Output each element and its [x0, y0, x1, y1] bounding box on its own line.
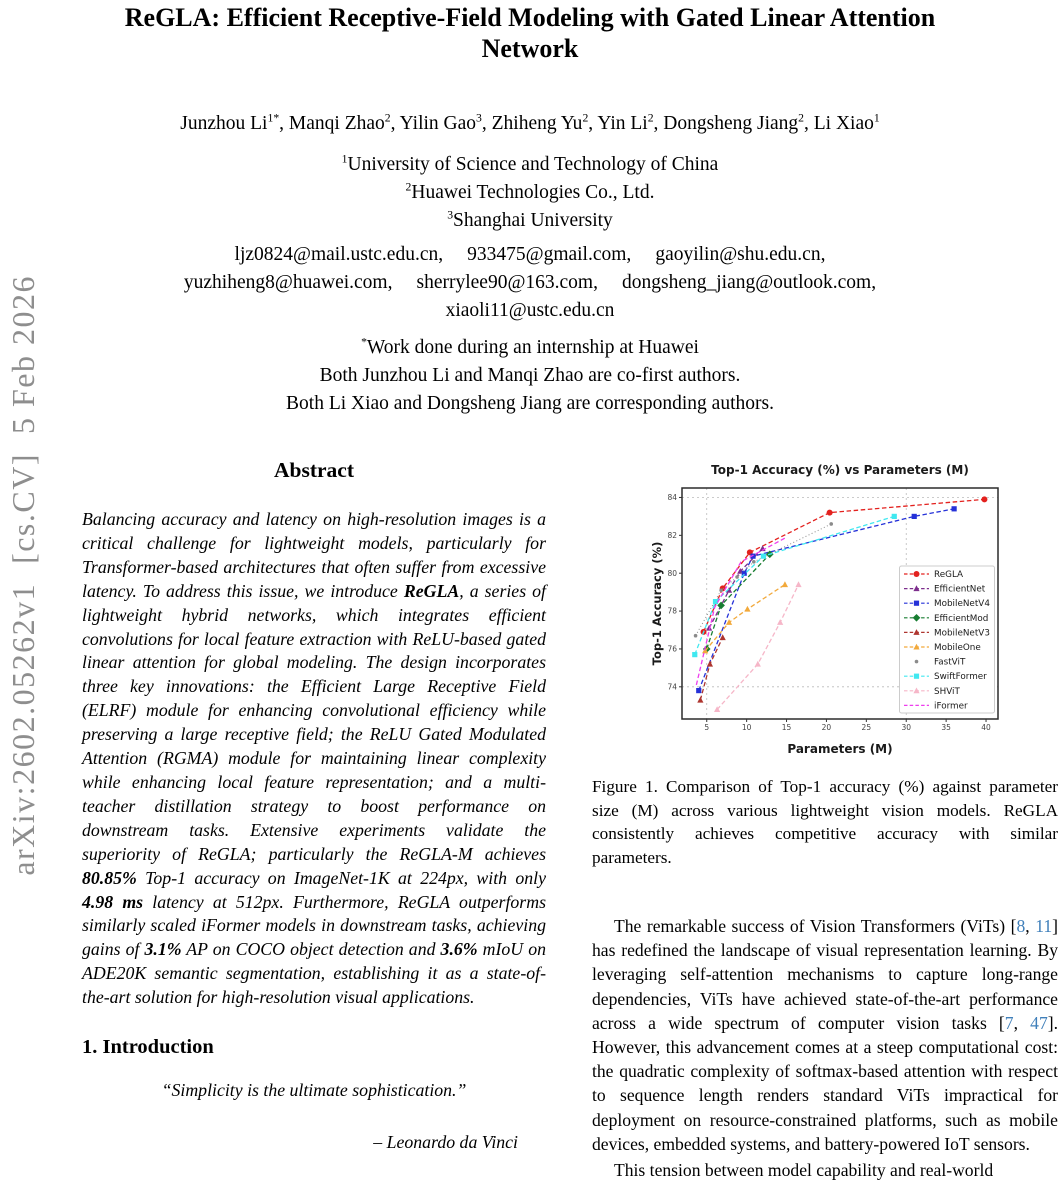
- paper-title-line: Network: [481, 34, 579, 63]
- paragraph-text: ]. However, this advancement comes at a steep computational cost: the quadratic complexity of softmax-based attention with respect to sequence length renders standard ViTs impractical for deployment on resource-constrained platforms, such as mobile devices, embedded systems, and battery-powered IoT sensors.: [592, 1012, 1058, 1154]
- abstract-text-segment: Top-1 accuracy on ImageNet-1K at 224px, with only: [136, 867, 546, 888]
- author-name: Dongsheng Jiang: [663, 113, 799, 134]
- abstract-text-segment: AP on COCO object detection and: [181, 939, 441, 960]
- abstract-bold-text: 3.1%: [144, 939, 182, 960]
- affiliation-line: [64, 207, 996, 235]
- left-column: [82, 452, 546, 1153]
- svg-text:74: 74: [667, 682, 677, 692]
- abstract-heading: Abstract: [273, 458, 354, 482]
- affiliations: [64, 151, 996, 235]
- svg-text:Top-1 Accuracy (%) vs Paramete: Top-1 Accuracy (%) vs Parameters (M): [711, 463, 969, 477]
- abstract-text: [82, 508, 546, 1010]
- abstract-text-segment: latency at 512px. Furthermore, ReGLA outperforms similarly scaled iFormer models in downstream tasks, achieving gains of: [82, 891, 546, 960]
- author-name: Junzhou Li: [180, 113, 268, 134]
- email-address: xiaoli11@ustc.edu.cn: [445, 300, 615, 321]
- author-note-text: Both Li Xiao and Dongsheng Jiang are corresponding authors.: [286, 393, 774, 414]
- affiliation-name: Shanghai University: [453, 210, 613, 231]
- email-address: 933475@gmail.com,: [467, 244, 632, 265]
- affiliation-sup: 3: [447, 208, 454, 222]
- email-address: ljz0824@mail.ustc.edu.cn,: [234, 244, 444, 265]
- svg-text:82: 82: [667, 530, 677, 540]
- paper-header: [64, 0, 996, 418]
- right-column: [592, 452, 1058, 1182]
- paragraph-text: ] has redefined the landscape of visual representation learning. By leveraging self-attention mechanisms to capture long-range dependencies, ViTs have achieved state-of-the-art performance across a wide spectrum of computer vision tasks [: [592, 916, 1059, 1033]
- abstract-text-segment: , a series of lightweight hybrid networks, which integrates efficient convolutions for local feature extraction with ReLU-based gated linear attention for global modeling. The design incorporates three key innovations: the Efficient Large Receptive Field (ELRF) module for enhancing convolutional efficiency while preserving a large receptive field; the ReLU Gated Modulated Attention (RGMA) module for maintaining linear complexity while enhancing local feature representation; and a multi-teacher distillation strategy to boost performance on downstream tasks. Extensive experiments validate the superiority of ReGLA; particularly the ReGLA-M achieves: [82, 580, 546, 864]
- svg-text:MobileOne: MobileOne: [934, 643, 981, 653]
- citation-link[interactable]: 8: [1016, 916, 1026, 936]
- svg-text:76: 76: [667, 644, 677, 654]
- chart-legend: [900, 566, 995, 713]
- epigraph-attribution: – Leonardo da Vinci: [373, 1132, 518, 1153]
- author-name: Zhiheng Yu: [491, 113, 583, 134]
- abstract-bold-text: 80.85%: [82, 867, 137, 888]
- introduction-heading: 1. Introduction: [82, 1036, 214, 1059]
- abstract-text-segment: mIoU on ADE20K semantic segmentation, establishing it as a state-of-the-art solution for high-resolution visual applications.: [82, 939, 546, 1008]
- email-address: gaoyilin@shu.edu.cn,: [655, 244, 826, 265]
- author-separator: ,: [481, 113, 492, 134]
- svg-text:25: 25: [861, 723, 872, 732]
- affiliation-sup: 2: [405, 180, 412, 194]
- citation-link[interactable]: 7: [1004, 1012, 1014, 1033]
- author-note: [64, 390, 996, 418]
- paper-title-line: ReGLA: Efficient Receptive-Field Modeling with Gated Linear Attention: [124, 3, 936, 32]
- email-address: yuzhiheng8@huawei.com,: [183, 272, 393, 293]
- author-notes: [64, 334, 996, 418]
- svg-text:FastViT: FastViT: [934, 657, 966, 668]
- authors-line: [64, 111, 996, 137]
- author-name: Yin Li: [597, 113, 648, 134]
- abstract-text-segment: Balancing accuracy and latency on high-resolution images is a critical challenge for lightweight models, particularly for Transformer-based architectures that often suffer from excessive latency. To address this issue, we introduce: [82, 509, 546, 601]
- affiliation-line: [64, 179, 996, 207]
- author-affiliation-sup: 2: [582, 111, 589, 125]
- svg-text:10: 10: [741, 723, 752, 732]
- email-addresses: [64, 241, 996, 325]
- abstract-bold-text: 3.6%: [440, 939, 478, 960]
- author-note: [64, 362, 996, 390]
- author-affiliation-sup: 2: [384, 111, 391, 125]
- svg-text:80: 80: [667, 568, 677, 578]
- svg-text:84: 84: [667, 493, 677, 503]
- epigraph-quote: “Simplicity is the ultimate sophistication.”: [161, 1080, 467, 1101]
- svg-text:ReGLA: ReGLA: [934, 570, 964, 580]
- author-note: [64, 334, 996, 362]
- svg-text:5: 5: [704, 723, 710, 732]
- affiliation-name: University of Science and Technology of China: [347, 154, 719, 175]
- affiliation-line: [64, 151, 996, 179]
- abstract-bold-text: 4.98 ms: [82, 891, 144, 912]
- svg-text:MobileNetV4: MobileNetV4: [934, 599, 990, 610]
- author-name: Manqi Zhao: [288, 113, 385, 134]
- author-affiliation-sup: 1: [873, 111, 880, 125]
- author-affiliation-sup: 3: [476, 111, 482, 125]
- author-separator: ,: [804, 113, 814, 134]
- svg-text:iFormer: iFormer: [934, 701, 968, 712]
- accuracy-vs-parameters-chart: [650, 460, 1002, 762]
- svg-text:SwiftFormer: SwiftFormer: [934, 672, 987, 683]
- citation-link[interactable]: 47: [1030, 1012, 1048, 1033]
- email-address: sherrylee90@163.com,: [416, 272, 598, 293]
- email-line: [64, 241, 996, 269]
- email-address: dongsheng_jiang@outlook.com,: [621, 272, 877, 293]
- figure-1: [650, 460, 1002, 762]
- author-separator: ,: [390, 113, 400, 134]
- author-affiliation-sup: 2: [647, 111, 654, 125]
- paper-title: [64, 2, 996, 64]
- svg-text:30: 30: [901, 723, 912, 732]
- svg-text:15: 15: [781, 723, 792, 732]
- svg-text:35: 35: [941, 723, 951, 732]
- author-name: Li Xiao: [813, 113, 874, 134]
- svg-text:Top-1 Accuracy (%): Top-1 Accuracy (%): [650, 541, 664, 666]
- author-separator: ,: [588, 113, 598, 134]
- citation-link[interactable]: 11: [1035, 916, 1053, 936]
- author-name: Yilin Gao: [399, 113, 477, 134]
- svg-text:40: 40: [981, 723, 991, 732]
- author-separator: ,: [279, 113, 289, 134]
- introduction-body: [592, 914, 1058, 1182]
- svg-text:Parameters (M): Parameters (M): [787, 742, 893, 756]
- figure-1-caption: Figure 1. Comparison of Top-1 accuracy (%) against parameter size (M) across various lightweight vision models. ReGLA consistently achieves competitive accuracy with similar parameters.: [592, 777, 1058, 867]
- paragraph-text: ,: [1025, 916, 1036, 936]
- author-note-text: Both Junzhou Li and Manqi Zhao are co-first authors.: [319, 365, 741, 386]
- svg-text:20: 20: [821, 723, 832, 732]
- author-affiliation-sup: 2: [798, 111, 805, 125]
- affiliation-name: Huawei Technologies Co., Ltd.: [411, 182, 655, 203]
- email-line: [64, 269, 996, 297]
- paragraph-text: This tension between model capability and real-world: [614, 1160, 994, 1181]
- paragraph-text: ,: [1013, 1012, 1031, 1033]
- arxiv-watermark: [0, 225, 46, 925]
- svg-text:EfficientMod: EfficientMod: [934, 613, 989, 624]
- svg-text:78: 78: [667, 606, 677, 616]
- arxiv-watermark-text: arXiv:2602.05262v1 [cs.CV] 5 Feb 2026: [4, 274, 41, 876]
- footnote-asterisk: *: [361, 335, 367, 349]
- svg-text:EfficientNet: EfficientNet: [934, 584, 986, 595]
- email-line: [64, 297, 996, 325]
- body-paragraph: [592, 914, 1058, 1156]
- svg-text:MobileNetV3: MobileNetV3: [934, 628, 990, 639]
- svg-text:SHViT: SHViT: [934, 686, 960, 697]
- paragraph-text: The remarkable success of Vision Transformers (ViTs) [: [614, 916, 1017, 936]
- affiliation-sup: 1: [341, 152, 348, 166]
- body-paragraph: [592, 1158, 1058, 1182]
- abstract-bold-text: ReGLA: [403, 580, 460, 601]
- author-affiliation-sup: 1*: [267, 111, 280, 125]
- author-separator: ,: [653, 113, 664, 134]
- author-note-text: Work done during an internship at Huawei: [366, 337, 699, 358]
